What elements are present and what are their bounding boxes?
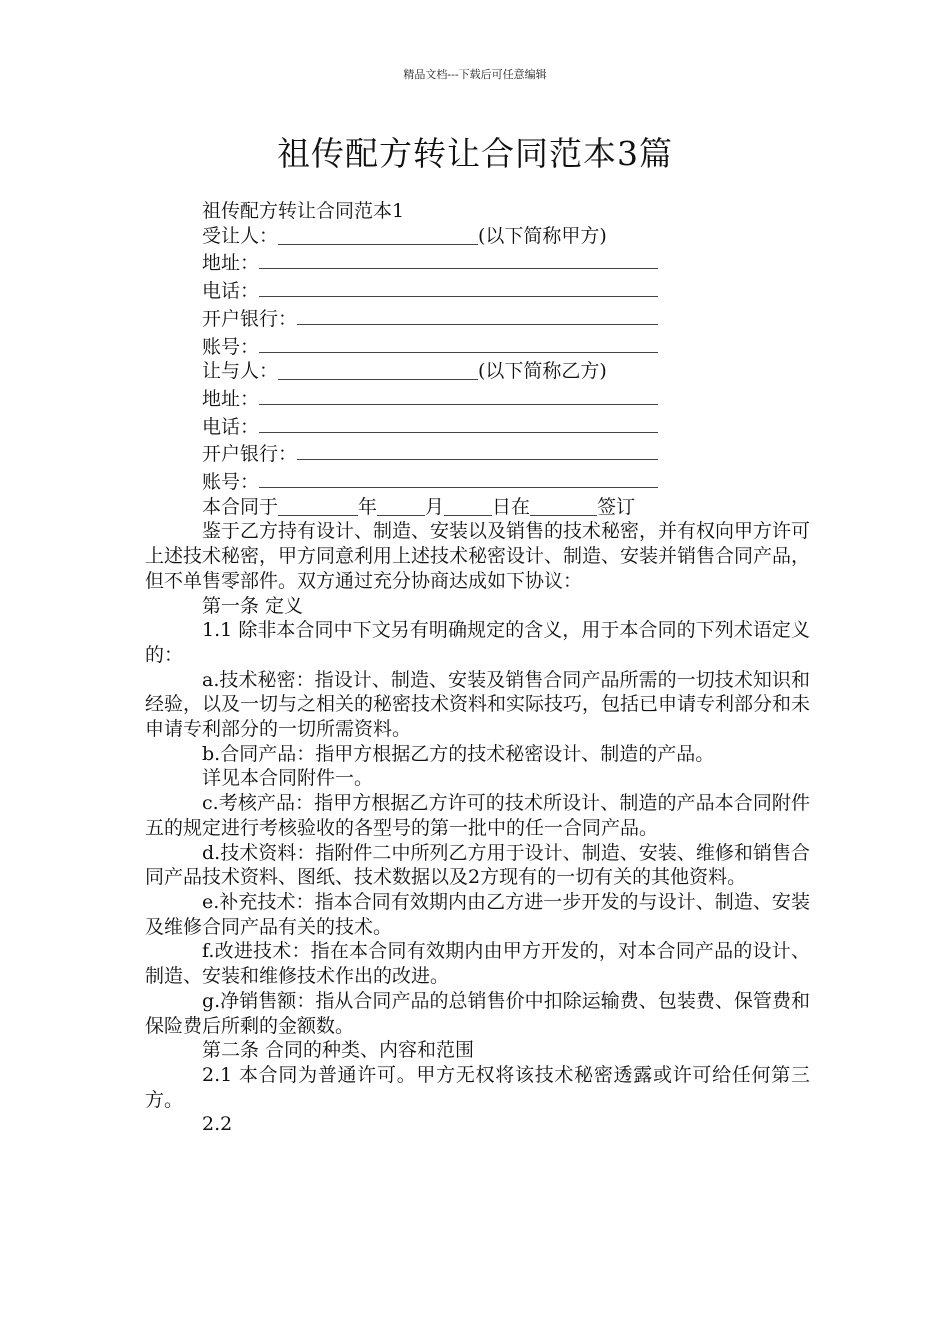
signed-day-label: 日在	[492, 495, 531, 518]
party-b-phone-line	[145, 412, 658, 440]
party-a-phone-line	[145, 276, 658, 304]
paragraph-preamble: 鉴于乙方持有设计、制造、安装以及销售的技术秘密，并有权向甲方许可上述技术秘密，甲方同意利用上述技术秘密设计、制造、安装并销售合同产品，但不单售零部件。双方通过充分协商达成如下协议：	[145, 520, 811, 592]
page-header: 精品文档---下载后可任意编辑	[403, 68, 547, 81]
place-blank	[530, 495, 597, 516]
day-blank	[444, 495, 492, 516]
party-b-blank	[278, 359, 478, 380]
party-b-label: 让与人：	[202, 360, 279, 383]
signing-date-line	[145, 495, 810, 520]
field-blank	[297, 304, 658, 325]
party-a-bank-line	[145, 304, 658, 332]
field-blank	[259, 332, 658, 353]
clause-2-2: 2.2	[202, 1113, 233, 1136]
field-label: 电话：	[202, 280, 260, 303]
definition-b: b.合同产品：指甲方根据乙方的技术秘密设计、制造的产品。	[202, 742, 715, 765]
document-title: 祖传配方转让合同范本3篇	[277, 134, 673, 173]
definition-d: d.技术资料：指附件二中所列乙方用于设计、制造、安装、维修和销售合同产品技术资料、图纸、技术数据以及2方现有的一切有关的其他资料。	[145, 841, 810, 889]
definition-a: a.技术秘密：指设计、制造、安装及销售合同产品所需的一切技术知识和经验，以及一切与之相关的秘密技术资料和实际技巧，包括已申请专利部分和未申请专利部分的一切所需资料。	[145, 668, 811, 741]
signed-month-label: 月	[425, 495, 445, 518]
contract-subtitle: 祖传配方转让合同范本1	[202, 200, 405, 222]
party-a-address-line	[145, 248, 658, 276]
field-blank	[297, 439, 658, 460]
document-body	[145, 199, 810, 1137]
month-blank	[377, 495, 425, 516]
field-blank	[259, 412, 658, 433]
party-a-line	[145, 224, 810, 249]
party-b-suffix: (以下简称乙方)	[478, 360, 607, 383]
clause-1-1: 1.1 除非本合同中下文另有明确规定的含义，用于本合同的下列术语定义的：	[145, 619, 810, 666]
party-b-account-line	[145, 467, 658, 495]
field-label: 账号：	[202, 471, 260, 494]
party-a-account-line	[145, 332, 658, 360]
article-2-heading: 第二条 合同的种类、内容和范围	[202, 1039, 475, 1062]
signed-end-label: 签订	[597, 495, 636, 518]
signed-year-label: 年	[358, 495, 378, 518]
article-1-heading: 第一条 定义	[202, 594, 304, 617]
party-b-address-line	[145, 384, 658, 412]
field-label: 电话：	[202, 415, 260, 438]
definition-f: f.改进技术：指在本合同有效期内由甲方开发的，对本合同产品的设计、制造、安装和维修技术作出的改进。	[145, 940, 810, 988]
party-b-line	[145, 359, 810, 384]
field-blank	[259, 248, 658, 269]
definition-b-note: 详见本合同附件一。	[202, 767, 374, 790]
field-label: 地址：	[202, 252, 260, 275]
party-a-blank	[278, 224, 478, 245]
party-b-bank-line	[145, 439, 658, 467]
signed-prefix: 本合同于	[202, 495, 279, 518]
field-label: 开户银行：	[202, 307, 298, 330]
definition-g: g.净销售额：指从合同产品的总销售价中扣除运输费、包装费、保管费和保险费后所剩的金额数。	[145, 989, 810, 1037]
definition-c: c.考核产品：指甲方根据乙方许可的技术所设计、制造的产品本合同附件五的规定进行考核验收的各型号的第一批中的任一合同产品。	[145, 792, 810, 839]
field-label: 地址：	[202, 387, 260, 410]
definition-e: e.补充技术：指本合同有效期内由乙方进一步开发的与设计、制造、安装及维修合同产品有关的技术。	[145, 890, 810, 938]
field-blank	[259, 467, 658, 488]
party-a-suffix: (以下简称甲方)	[478, 224, 607, 247]
year-blank	[278, 495, 358, 516]
clause-2-1: 2.1 本合同为普通许可。甲方无权将该技术秘密透露或许可给任何第三方。	[145, 1063, 810, 1111]
party-a-label: 受让人：	[202, 224, 279, 247]
field-blank	[259, 384, 658, 405]
field-label: 账号：	[202, 335, 260, 358]
field-label: 开户银行：	[202, 443, 298, 466]
field-blank	[259, 276, 658, 297]
